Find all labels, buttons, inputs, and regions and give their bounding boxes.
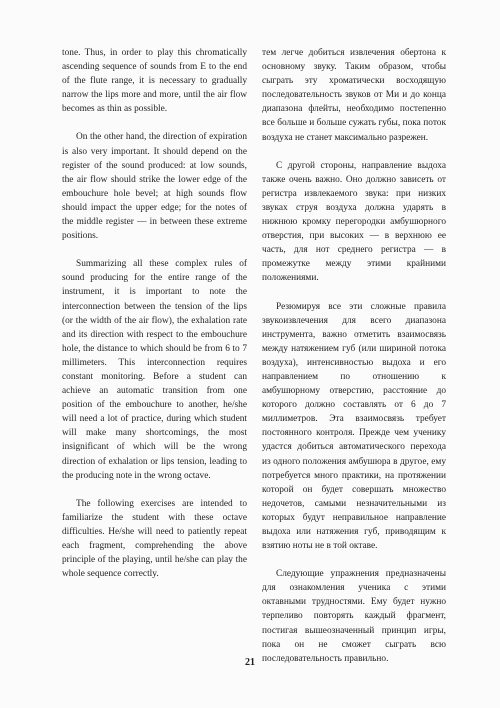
russian-column — [262, 46, 446, 666]
english-paragraph-3: Summarizing all these complex rules of sound producing for the entire range of the instrument, it is important to note the interconnection between the tension of the lips (or the width of the air flow), the exhalation rate and its direction with respect to the embouchure hole, the distance to which should be from 6 to 7 millimeters. This interconnection requires constant monitoring. Before a student can achieve an automatic transition from one position of the embouchure to another, he/she will need a lot of practice, during which student will make many shortcomings, the most insignificant of which will be the wrong direction of exhalation or lips tension, leading to the producing note in the wrong octave. — [62, 259, 247, 481]
page-number: 21 — [245, 657, 255, 668]
english-paragraph-1: tone. Thus, in order to play this chromatically ascending sequence of sounds from E to the end of the flute range, it is necessary to gradually narrow the lips more and more, until the air flow becomes as thin as possible. — [62, 48, 247, 115]
english-paragraph-2: On the other hand, the direction of expiration is also very important. It should depend on the register of the sound produced: at low sounds, the air flow should strike the lower edge of the embouchure hole bevel; at high sounds flow should impact the upper edge; for the notes of the middle register — in between these extreme positions. — [62, 132, 247, 242]
russian-paragraph-2: С другой стороны, направление выдоха также очень важно. Оно должно зависеть от регистра извлекаемого звука: при низких звуках струя воздуха должна ударять в нижнюю кромку перегородки амбушюрного отверстия, при высоких — в верхнюю ее часть, для нот среднего регистра — в промежутке между этими крайними положениями. — [262, 160, 446, 284]
english-column — [62, 46, 247, 581]
english-paragraph-4: The following exercises are intended to familiarize the student with these octave difficulties. He/she will need to patiently repeat each fragment, comprehending the above principle of the playing, until he/she can play the whole sequence correctly. — [62, 498, 247, 580]
russian-paragraph-3: Резюмируя все эти сложные правила звукоизвлечения для всего диапазона инструмента, важно отметить взаимосвязь между натяжением губ (или шириной потока воздуха), интенсивностью выдоха и его направлением по отношению к амбушюрному отверстию, расстояние до которого должно составлять от 6 до 7 миллиметров. Эта взаимосвязь требует постоянного контроля. Прежде чем ученику удастся добиться автоматического перехода из одного положения амбушюра в другое, ему потребуется много практики, на протяжении которой он будет совершать множество недочетов, самыми незначительными из которых будут неправильное направление выдоха или натяжения губ, приводящим к взятию ноты не в той октаве. — [262, 301, 446, 552]
russian-paragraph-4: Следующие упражнения предназначены для ознакомления ученика с этими октавными трудностями. Ему будет нужно терпеливо повторять каждый фрагмент, постигая вышеозначенный принцип игры, пока он не сможет сыграть всю последовательность правильно. — [262, 569, 446, 664]
russian-paragraph-1: тем легче добиться извлечения обертона к основному звуку. Таким образом, чтобы сыграть эту хроматически восходящую последовательность звуков от Ми и до конца диапазона флейты, необходимо постепенно все больше и больше сужать губы, пока поток воздуха не станет максимально разрежен. — [262, 48, 446, 143]
